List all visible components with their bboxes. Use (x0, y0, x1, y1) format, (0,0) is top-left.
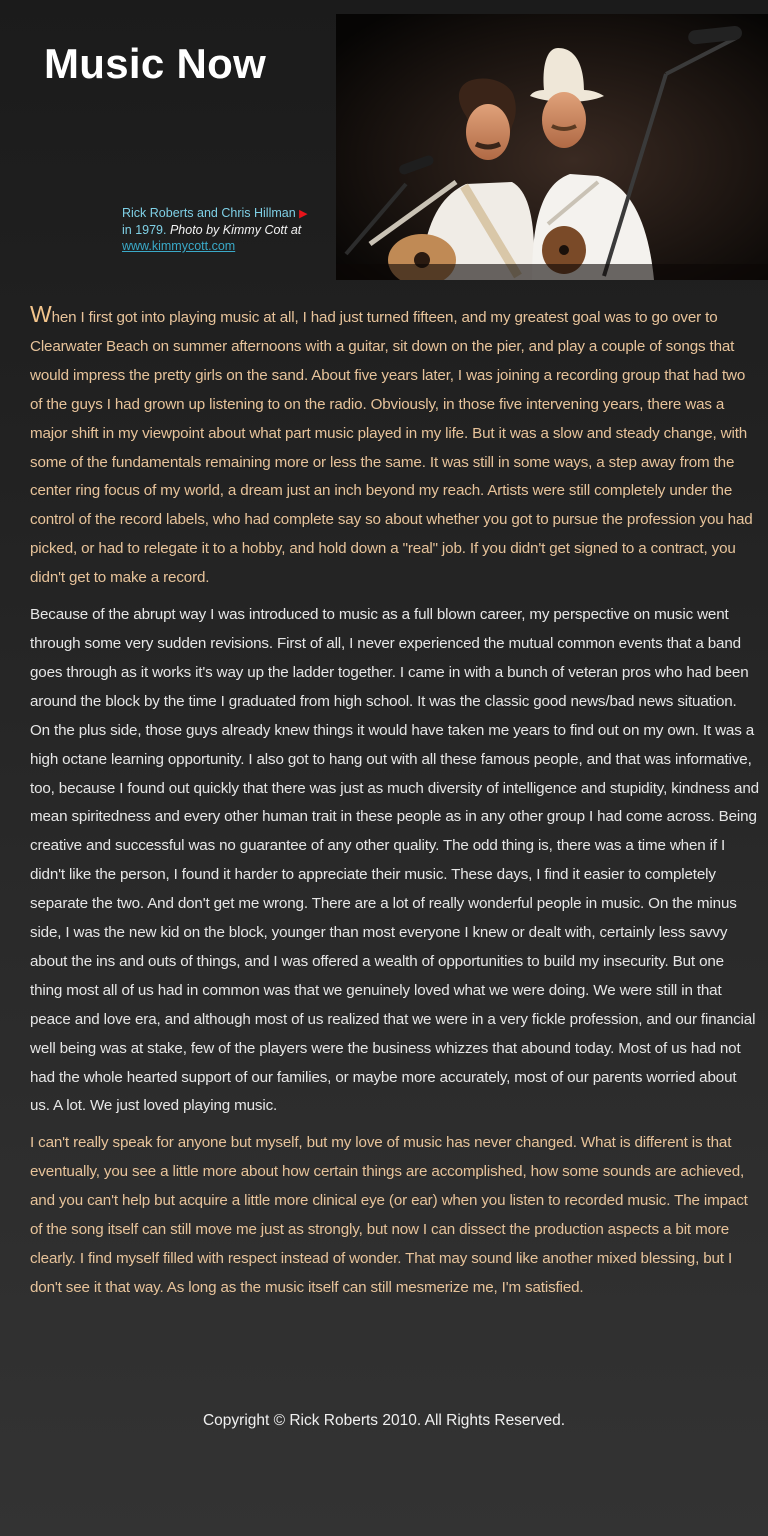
concert-photo (336, 14, 768, 280)
photo-caption (122, 205, 332, 254)
drop-cap: W (30, 301, 52, 327)
page-title: Music Now (44, 40, 267, 87)
photographer-link[interactable]: www.kimmycott.com (122, 239, 236, 253)
article-paragraph-3: I can't really speak for anyone but myself, but my love of music has never changed. What is different is that eventually, you see a little more about how certain things are accomplished, how some sounds are achieved, and you can't help but acquire a little more clinical eye (or ear) when you listen to recorded music. The impact of the song itself can still move me just as strongly, but now I can dissect the production aspects a bit more clearly. I find myself filled with respect instead of wonder. That may sound like another mixed blessing, but I don't see it that way. As long as the music itself can still mesmerize me, I'm satisfied. (30, 1134, 748, 1296)
paragraph-1-text: hen I first got into playing music at all, I had just turned fifteen, and my greatest goal was to go over to Clearwater Beach on summer afternoons with a guitar, sit down on the pier, and play a couple of songs that would impress the pretty girls on the sand. About five years later, I was joining a recording group that had two of the guys I had grown up listening to on the radio. Obviously, in those five intervening years, there was a major shift in my viewpoint about what part music played in my life. But it was a slow and steady change, with some of the fundamentals remaining more or less the same. It was still in some ways, a step away from the center ring focus of my world, a dream just an inch beyond my reach. Artists were still completely under the control of the record labels, who had complete say so about whether you got to pursue the profession you had picked, or had to relegate it to a hobby, and hold down a "real" job. If you didn't get signed to a contract, you didn't get to make a record. (30, 309, 753, 587)
caption-year: in 1979. (122, 223, 167, 237)
article-paragraph-1 (30, 300, 760, 593)
page-header (0, 0, 768, 290)
article-paragraph-2: Because of the abrupt way I was introduced to music as a full blown career, my perspective on music went through some very sudden revisions. First of all, I never experienced the mutual common events that a band goes through as it works it's way up the ladder together. I came in with a bunch of veteran pros who had been around the block by the time I graduated from high school. It was the classic good news/bad news situation. On the plus side, those guys already knew things it would have taken me years to find out on my own. It was a high octane learning opportunity. I also got to hang out with all these famous people, and that was informative, too, because I found out quickly that there was just as much diversity of intelligence and stupidity, kindness and mean spiritedness and every other human trait in these people as in any other group I had come across. Being creative and successful was no guarantee of any other quality. The odd thing is, there was a time when if I didn't like the person, I found it harder to appreciate their music. These days, I find it easier to completely separate the two. And don't get me wrong. There are a lot of really wonderful people in music. On the minus side, I was the new kid on the block, younger than most everyone I knew or dealt with, certainly less savvy about the ins and outs of things, and I was offered a wealth of opportunities to build my insecurity. But one thing most all of us had in common was that we genuinely loved what we were doing. We were still in that peace and love era, and although most of us realized that we were in a very fickle profession, and our financial well being was at stake, few of the players were the business whizzes that abound today. Most of us had not had the whole hearted support of our families, or maybe more accurately, most of our parents worried about us. A lot. We just loved playing music. (30, 606, 759, 1115)
photo-credit: Photo by Kimmy Cott at (169, 223, 302, 237)
copyright-notice: Copyright © Rick Roberts 2010. All Rights Reserved. (202, 1412, 566, 1429)
article-body (30, 300, 760, 1311)
arrow-right-icon: ▶ (299, 208, 308, 220)
caption-names: Rick Roberts and Chris Hillman (122, 206, 296, 220)
